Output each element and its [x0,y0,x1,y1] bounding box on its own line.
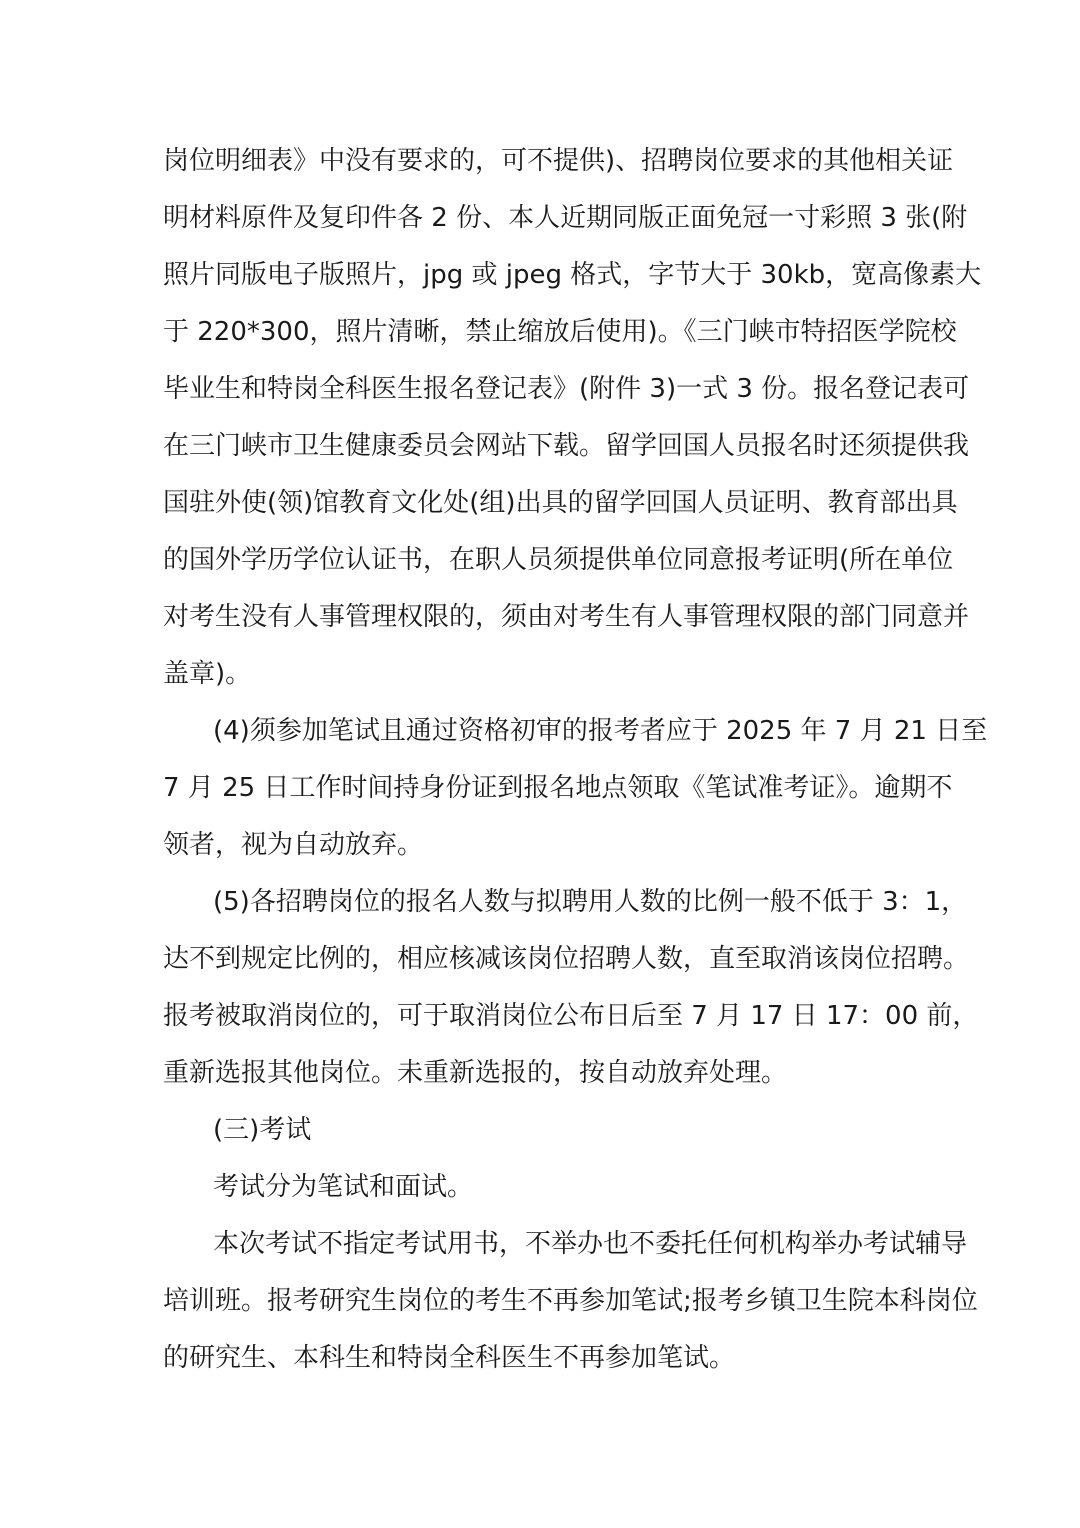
text-line: 于 220*300，照片清晰，禁止缩放后使用)。《三门峡市特招医学院校 [163,317,957,347]
text-line: 报考被取消岗位的，可于取消岗位公布日后至 7 月 17 日 17：00 前， [163,1001,979,1031]
text-line: 岗位明细表》中没有要求的，可不提供)、招聘岗位要求的其他相关证 [163,146,954,176]
text-line: 的国外学历学位认证书，在职人员须提供单位同意报考证明(所在单位 [163,545,954,575]
text-line: 达不到规定比例的，相应核减该岗位招聘人数，直至取消该岗位招聘。 [163,944,970,974]
section-heading: (三)考试 [213,1115,312,1145]
text-line: 重新选报其他岗位。未重新选报的，按自动放弃处理。 [163,1058,788,1088]
paragraph-item-5: (5)各招聘岗位的报名人数与拟聘用人数的比例一般不低于 3：1， [213,887,968,917]
text-line: 国驻外使(领)馆教育文化处(组)出具的留学回国人员证明、教育部出具 [163,488,958,518]
text-line: 照片同版电子版照片，jpg 或 jpeg 格式，字节大于 30kb，宽高像素大 [163,260,982,290]
text-line: 考试分为笔试和面试。 [213,1172,474,1202]
text-line: 毕业生和特岗全科医生报名登记表》(附件 3)一式 3 份。报名登记表可 [163,374,970,404]
paragraph-item-4: (4)须参加笔试且通过资格初审的报考者应于 2025 年 7 月 21 日至 [213,716,988,746]
text-line: 盖章)。 [163,659,252,689]
text-line: 对考生没有人事管理权限的，须由对考生有人事管理权限的部门同意并 [163,602,970,632]
document-body [163,133,988,1387]
text-line: 7 月 25 日工作时间持身份证到报名地点领取《笔试准考证》。逾期不 [163,773,953,803]
text-line: 培训班。报考研究生岗位的考生不再参加笔试;报考乡镇卫生院本科岗位 [163,1286,978,1316]
text-line: 的研究生、本科生和特岗全科医生不再参加笔试。 [163,1343,736,1373]
text-line: 领者，视为自动放弃。 [163,830,424,860]
text-line: 在三门峡市卫生健康委员会网站下载。留学回国人员报名时还须提供我 [163,431,970,461]
text-line: 本次考试不指定考试用书，不举办也不委托任何机构举办考试辅导 [213,1229,968,1259]
text-line: 明材料原件及复印件各 2 份、本人近期同版正面免冠一寸彩照 3 张(附 [163,203,968,233]
